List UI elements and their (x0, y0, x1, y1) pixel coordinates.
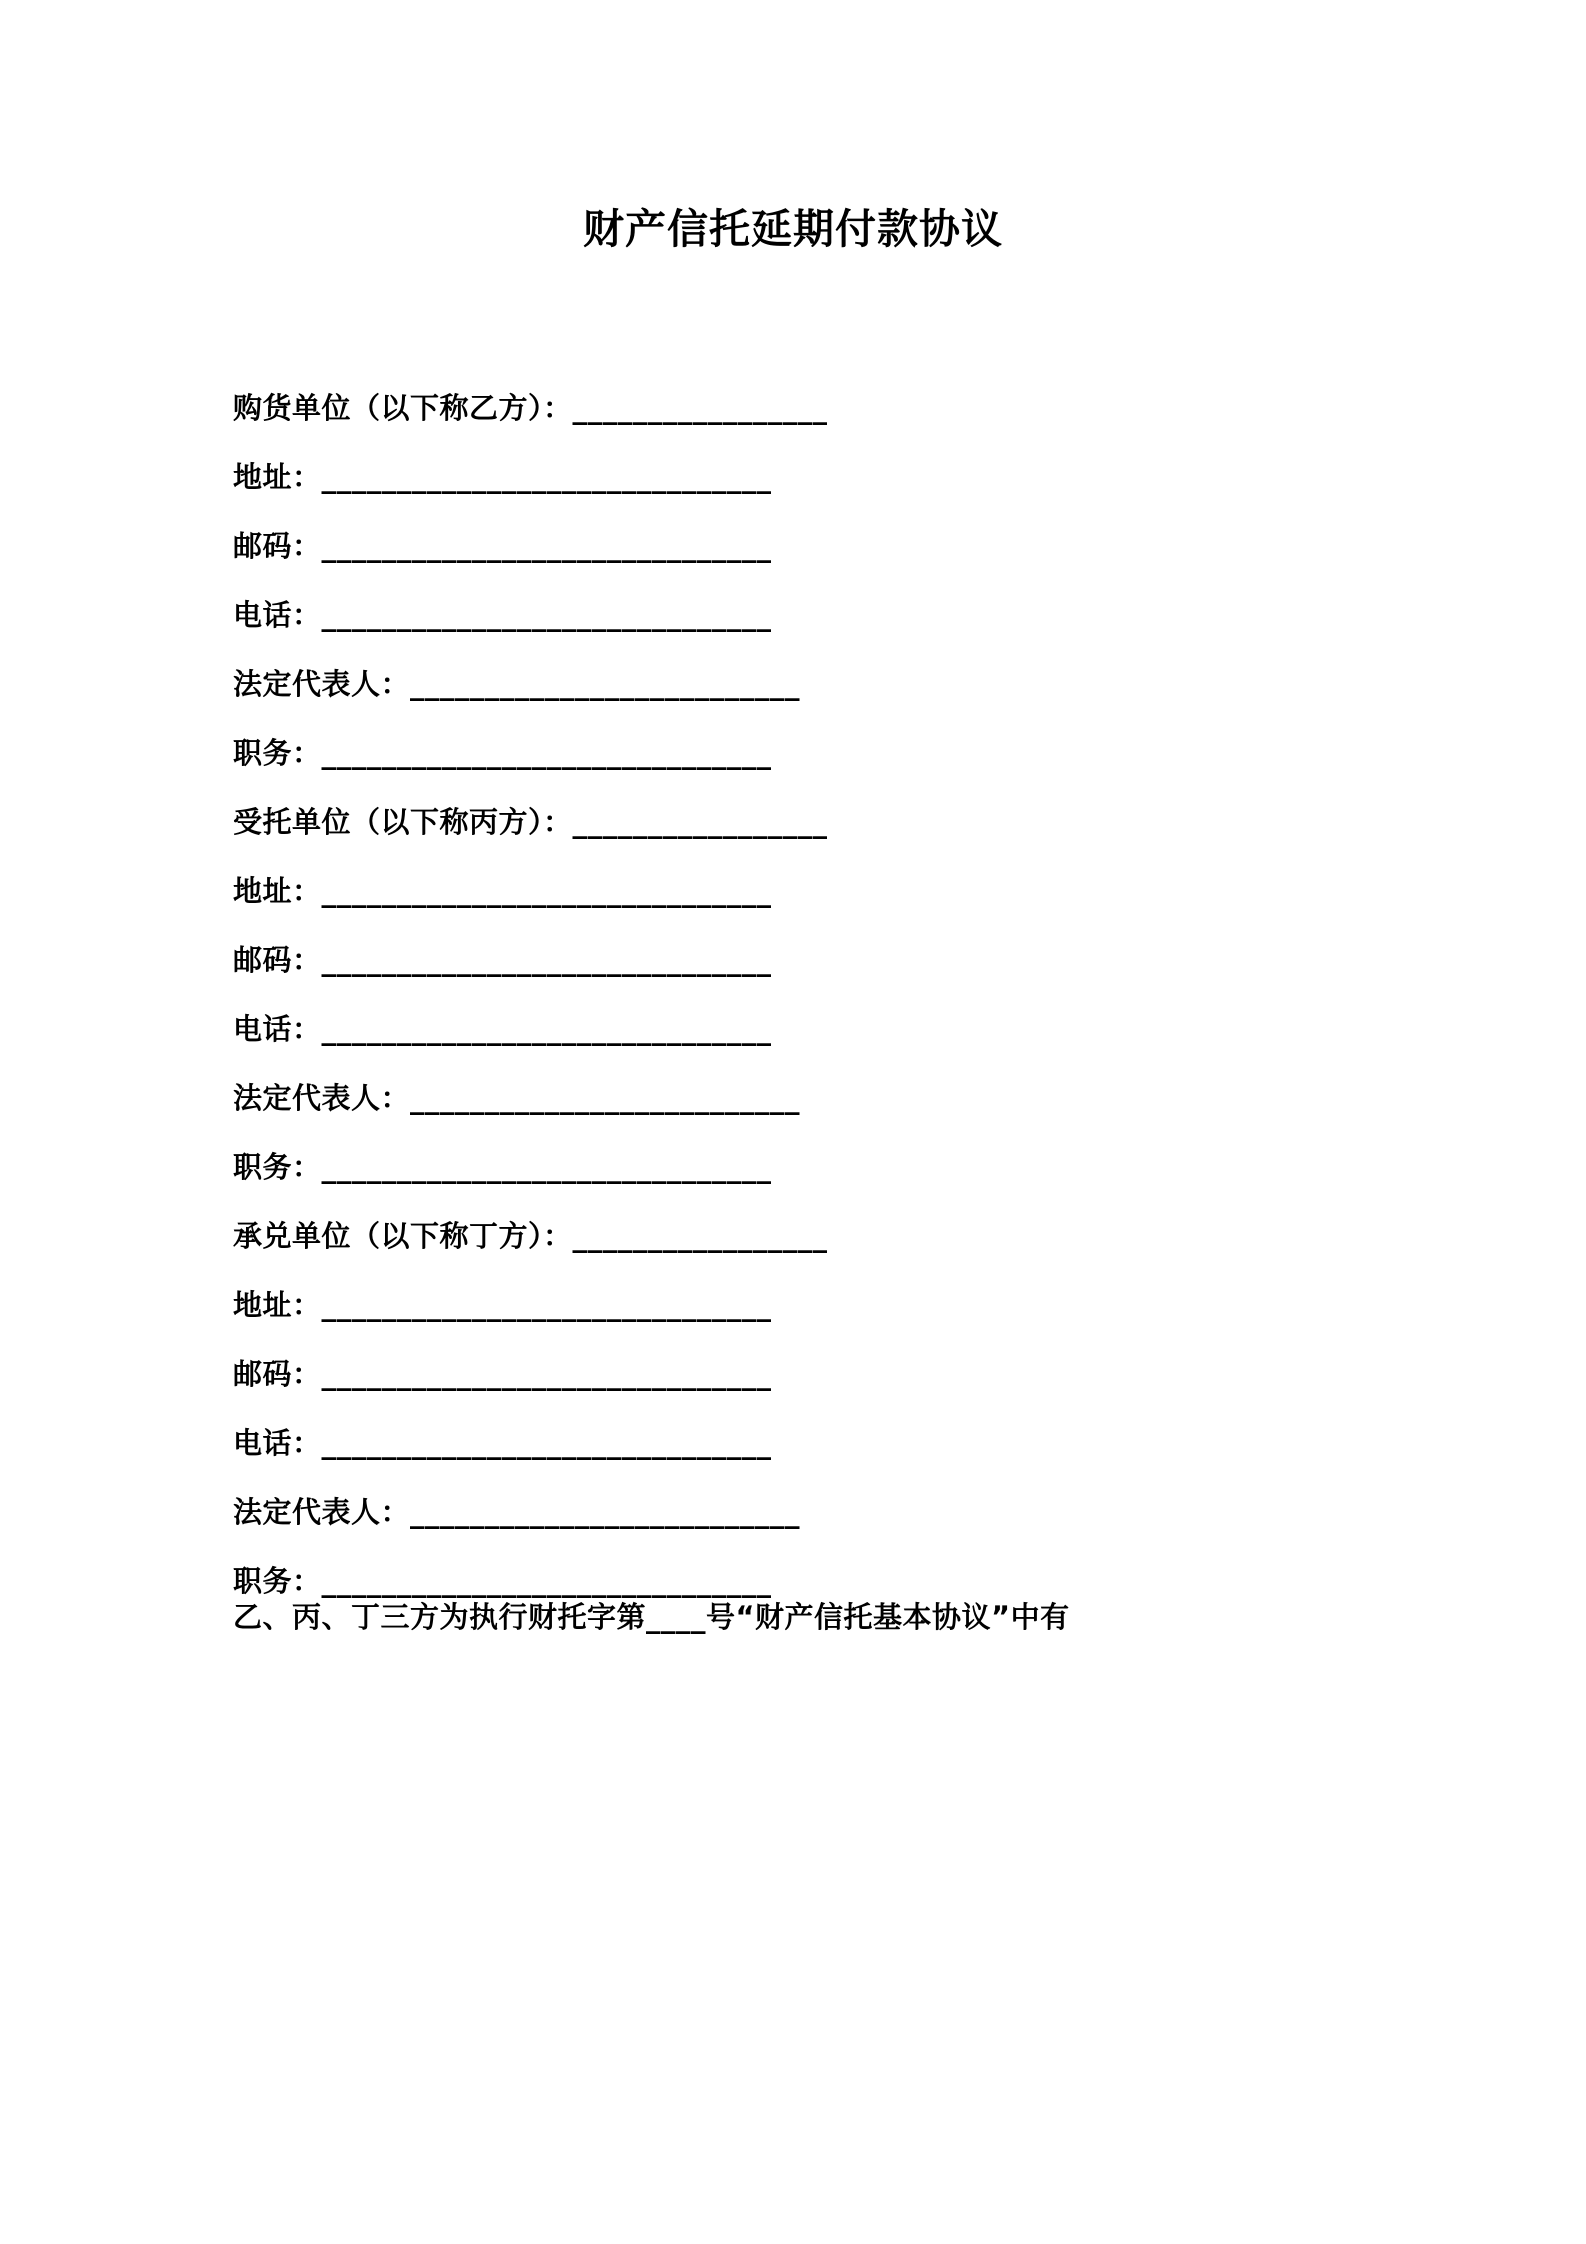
field-line-acceptor-phone: 电话：______________________________ (233, 1426, 772, 1461)
field-line-buyer-address: 地址：______________________________ (233, 460, 772, 495)
field-line-buyer-legal-rep: 法定代表人：__________________________ (233, 667, 801, 702)
field-line-trustee-phone: 电话：______________________________ (233, 1012, 772, 1047)
page-title: 财产信托延期付款协议 (583, 205, 1003, 253)
field-line-buyer-phone: 电话：______________________________ (233, 598, 772, 633)
field-line-acceptor-postcode: 邮码：______________________________ (233, 1357, 772, 1392)
field-line-buyer-unit: 购货单位（以下称乙方）：_________________ (233, 391, 828, 426)
field-line-acceptor-position: 职务：______________________________ (233, 1564, 772, 1599)
field-line-acceptor-unit: 承兑单位（以下称丁方）：_________________ (233, 1219, 828, 1254)
field-line-buyer-position: 职务：______________________________ (233, 736, 772, 771)
field-line-trustee-address: 地址：______________________________ (233, 874, 772, 909)
field-line-trustee-legal-rep: 法定代表人：__________________________ (233, 1081, 801, 1116)
field-line-trustee-unit: 受托单位（以下称丙方）：_________________ (233, 805, 828, 840)
field-line-acceptor-legal-rep: 法定代表人：__________________________ (233, 1495, 801, 1530)
field-line-trustee-postcode: 邮码：______________________________ (233, 943, 772, 978)
form-fields-block (0, 391, 1586, 1638)
field-line-acceptor-address: 地址：______________________________ (233, 1288, 772, 1323)
field-line-trustee-position: 职务：______________________________ (233, 1150, 772, 1185)
body-paragraph: 乙、丙、丁三方为执行财托字第____号“财产信托基本协议”中有 (233, 1600, 1070, 1635)
field-line-buyer-postcode: 邮码：______________________________ (233, 529, 772, 564)
